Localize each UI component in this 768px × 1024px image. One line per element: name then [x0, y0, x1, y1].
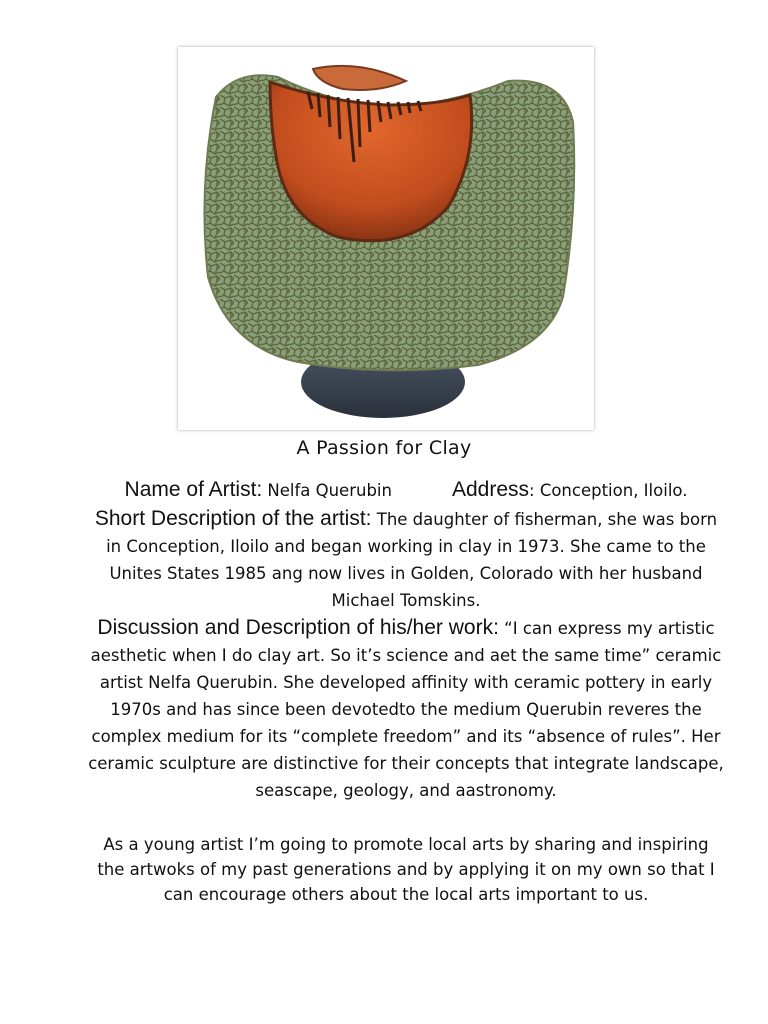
short-description: [88, 505, 724, 614]
ceramic-vessel-image: [178, 47, 594, 430]
top-disc: [313, 66, 406, 90]
artist-name: Nelfa Querubin: [267, 481, 392, 500]
reflection-paragraph: As a young artist I’m going to promote local arts by sharing and inspiring the artwoks of my past generations and by applying it on my own so that I can encourage others about the local arts important to us.: [97, 835, 715, 904]
artist-address: : Conception, Iloilo.: [529, 481, 688, 500]
discussion-text: “I can express my artistic aesthetic when I do clay art. So it’s science and aet the same time” ceramic artist Nelfa Querubin. She developed affinity with ceramic pottery in early 1970s and has since been devotedto the medium Querubin reveres the complex medium for its “complete freedom” and its “absence of rules”. Her ceramic sculpture are distinctive for their concepts that integrate landscape, seascape, geology, and aastronomy.: [88, 619, 724, 800]
artwork-photo: [178, 47, 594, 430]
short-description-text: The daughter of fisherman, she was born in Conception, Iloilo and began working in clay in 1973. She came to the Unites States 1985 ang now lives in Golden, Colorado with her husband Michael Tomskins.: [106, 510, 718, 610]
image-caption: A Passion for Clay: [296, 437, 472, 459]
artist-info: [88, 476, 724, 907]
discussion-label: Discussion and Description of his/her work:: [97, 616, 499, 639]
short-description-label: Short Description of the artist:: [94, 507, 372, 530]
name-label: Name of Artist:: [124, 478, 263, 501]
work-discussion: [88, 614, 724, 804]
name-address-row: [88, 476, 724, 505]
address-label: Address: [451, 478, 530, 501]
